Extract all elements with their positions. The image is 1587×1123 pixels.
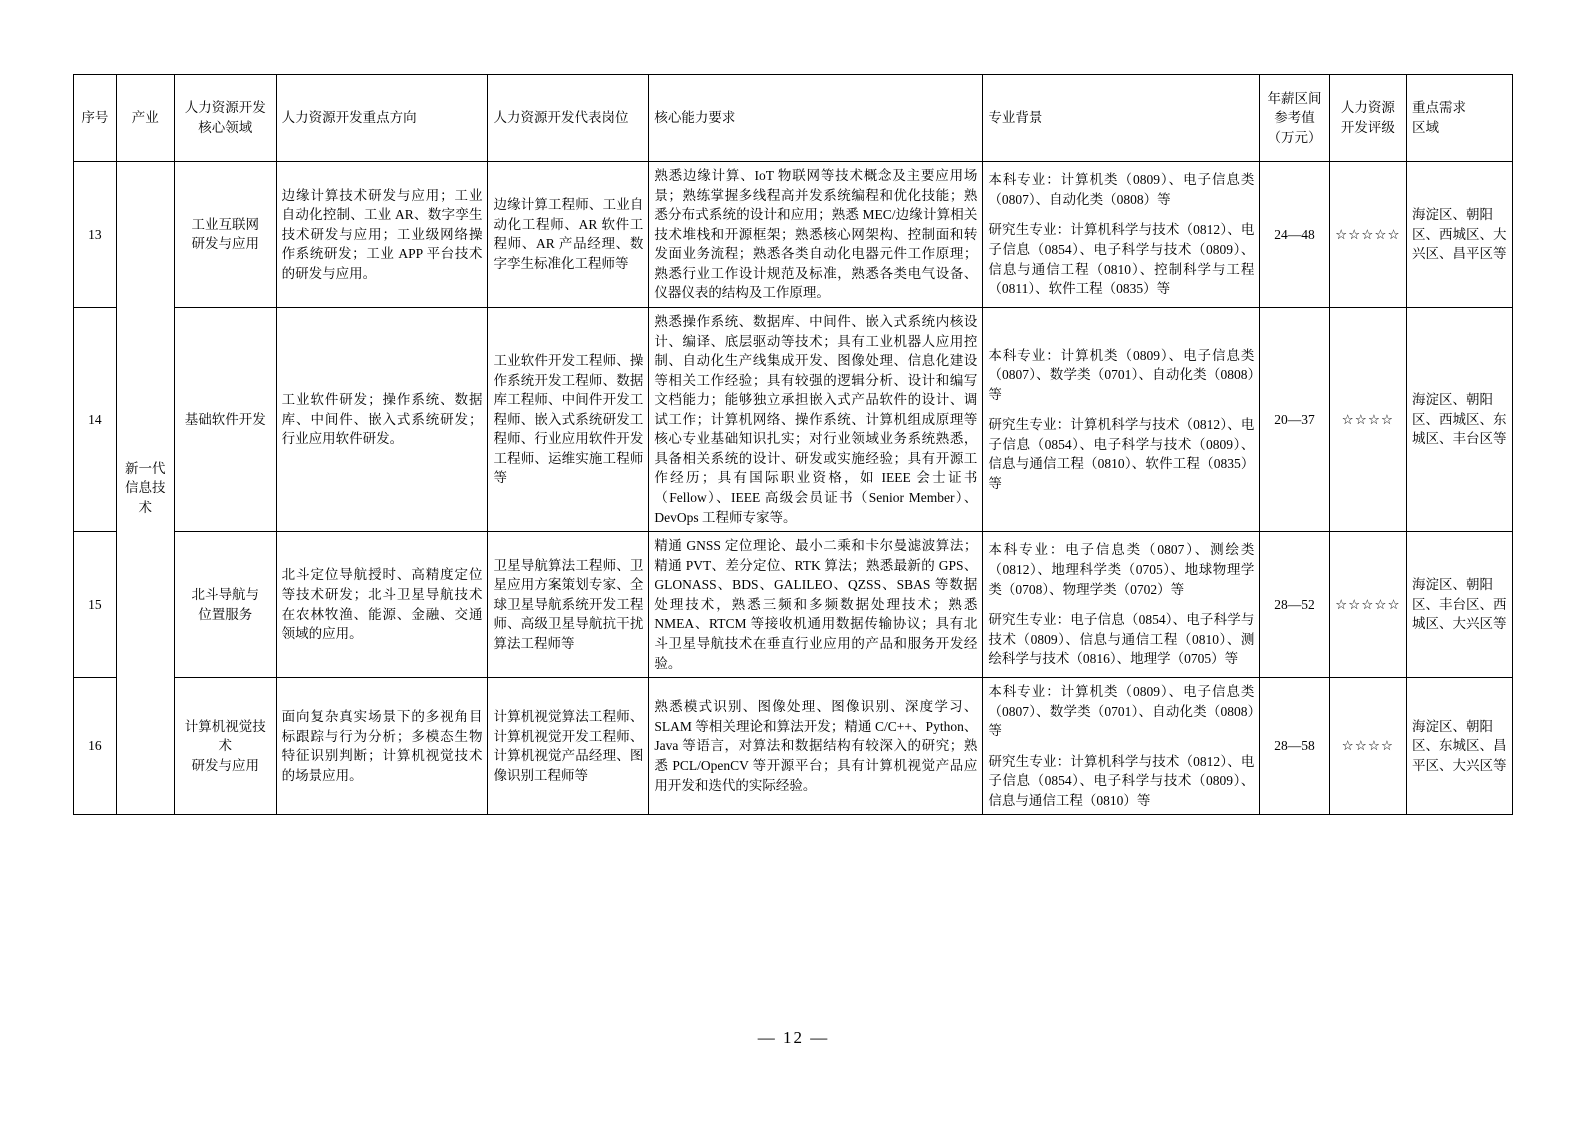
header-direction: 人力资源开发重点方向 bbox=[276, 75, 488, 162]
cell-salary: 28—58 bbox=[1260, 678, 1329, 815]
header-rating: 人力资源 开发评级 bbox=[1329, 75, 1406, 162]
cell-rating: ☆☆☆☆☆ bbox=[1329, 162, 1406, 308]
header-core-field: 人力资源开发 核心领域 bbox=[174, 75, 276, 162]
cell-major bbox=[983, 162, 1260, 308]
cell-capability: 熟悉操作系统、数据库、中间件、嵌入式系统内核设计、编译、底层驱动等技术；具有工业机器人应用控制、自动化生产线集成开发、图像处理、信息化建设等相关工作经验；具有较强的逻辑分析、设计和编写文档能力；能够独立承担嵌入式产品软件的设计、调试工作；计算机网络、操作系统、计算机组成原理等核心专业基础知识扎实；对行业领域业务系统熟悉，具备相关系统的设计、研发或实施经验；具有开源工作经历；具有国际职业资格，如 IEEE 会士证书（Fellow）、IEEE 高级会员证书（Senior Member）、DevOps 工程师专家等。 bbox=[649, 307, 983, 531]
header-major: 专业背景 bbox=[983, 75, 1260, 162]
major-undergrad: 本科专业：计算机类（0809）、电子信息类（0807）、自动化类（0808）等 bbox=[988, 172, 1255, 207]
cell-seq: 14 bbox=[74, 307, 117, 531]
cell-core-field: 工业互联网 研发与应用 bbox=[174, 162, 276, 308]
cell-salary: 20—37 bbox=[1260, 307, 1329, 531]
header-capability: 核心能力要求 bbox=[649, 75, 983, 162]
cell-industry-group: 新一代 信息技术 bbox=[116, 162, 174, 815]
page-number: — 12 — bbox=[757, 1028, 830, 1047]
major-undergrad: 本科专业：计算机类（0809）、电子信息类（0807）、数学类（0701）、自动化类（0808）等 bbox=[988, 347, 1255, 402]
cell-direction: 边缘计算技术研发与应用；工业自动化控制、工业 AR、数字孪生技术研发与应用；工业级网络操作系统研发；工业 APP 平台技术的研发与应用。 bbox=[276, 162, 488, 308]
major-graduate: 研究生专业：计算机科学与技术（0812）、电子信息（0854）、电子科学与技术（0809）、信息与通信工程（0810）等 bbox=[988, 753, 1255, 808]
cell-region: 海淀区、朝阳区、西城区、东城区、丰台区等 bbox=[1407, 307, 1513, 531]
hr-development-table bbox=[73, 74, 1513, 815]
cell-core-field: 计算机视觉技术 研发与应用 bbox=[174, 678, 276, 815]
cell-seq: 13 bbox=[74, 162, 117, 308]
header-region: 重点需求 区域 bbox=[1407, 75, 1513, 162]
cell-major bbox=[983, 307, 1260, 531]
cell-direction: 北斗定位导航授时、高精度定位等技术研发；北斗卫星导航技术在农林牧渔、能源、金融、交通领域的应用。 bbox=[276, 532, 488, 678]
cell-capability: 熟悉模式识别、图像处理、图像识别、深度学习、SLAM 等相关理论和算法开发；精通 C/C++、Python、Java 等语言，对算法和数据结构有较深入的研究；熟悉 PCL/OpenCV 等开源平台；具有计算机视觉产品应用开发和迭代的实际经验。 bbox=[649, 678, 983, 815]
cell-position: 工业软件开发工程师、操作系统开发工程师、数据库工程师、中间件开发工程师、嵌入式系统研发工程师、行业应用软件开发工程师、运维实施工程师等 bbox=[488, 307, 649, 531]
cell-major bbox=[983, 678, 1260, 815]
major-graduate: 研究生专业：计算机科学与技术（0812）、电子信息（0854）、电子科学与技术（0809）、信息与通信工程（0810）、软件工程（0835）等 bbox=[988, 417, 1255, 491]
cell-rating: ☆☆☆☆ bbox=[1329, 678, 1406, 815]
cell-seq: 15 bbox=[74, 532, 117, 678]
cell-rating: ☆☆☆☆☆ bbox=[1329, 532, 1406, 678]
cell-position: 边缘计算工程师、工业自动化工程师、AR 软件工程师、AR 产品经理、数字孪生标准化工程师等 bbox=[488, 162, 649, 308]
cell-capability: 精通 GNSS 定位理论、最小二乘和卡尔曼滤波算法；精通 PVT、差分定位、RTK 算法；熟悉最新的 GPS、GLONASS、BDS、GALILEO、QZSS、SBAS 等数据处理技术，熟悉三频和多频数据处理技术；熟悉 NMEA、RTCM 等接收机通用数据传输协议；具有北斗卫星导航技术在垂直行业应用的产品和服务开发经验。 bbox=[649, 532, 983, 678]
header-salary: 年薪区间 参考值 （万元） bbox=[1260, 75, 1329, 162]
cell-direction: 面向复杂真实场景下的多视角目标跟踪与行为分析；多模态生物特征识别判断；计算机视觉技术的场景应用。 bbox=[276, 678, 488, 815]
major-undergrad: 本科专业：电子信息类（0807）、测绘类（0812）、地理科学类（0705）、地球物理学类（0708）、物理学类（0702）等 bbox=[988, 542, 1255, 597]
cell-salary: 24—48 bbox=[1260, 162, 1329, 308]
cell-position: 卫星导航算法工程师、卫星应用方案策划专家、全球卫星导航系统开发工程师、高级卫星导航抗干扰算法工程师等 bbox=[488, 532, 649, 678]
table-header-row bbox=[74, 75, 1513, 162]
cell-region: 海淀区、朝阳区、西城区、大兴区、昌平区等 bbox=[1407, 162, 1513, 308]
cell-region: 海淀区、朝阳区、东城区、昌平区、大兴区等 bbox=[1407, 678, 1513, 815]
table-row bbox=[74, 678, 1513, 815]
major-undergrad: 本科专业：计算机类（0809）、电子信息类（0807）、数学类（0701）、自动化类（0808）等 bbox=[988, 684, 1255, 739]
table-row bbox=[74, 307, 1513, 531]
cell-core-field: 北斗导航与 位置服务 bbox=[174, 532, 276, 678]
header-industry: 产业 bbox=[116, 75, 174, 162]
cell-seq: 16 bbox=[74, 678, 117, 815]
header-position: 人力资源开发代表岗位 bbox=[488, 75, 649, 162]
cell-direction: 工业软件研发；操作系统、数据库、中间件、嵌入式系统研发；行业应用软件研发。 bbox=[276, 307, 488, 531]
major-graduate: 研究生专业：计算机科学与技术（0812）、电子信息（0854）、电子科学与技术（0809）、信息与通信工程（0810）、控制科学与工程（0811）、软件工程（0835）等 bbox=[988, 222, 1255, 297]
cell-capability: 熟悉边缘计算、IoT 物联网等技术概念及主要应用场景；熟练掌握多线程高并发系统编程和优化技能；熟悉分布式系统的设计和应用；熟悉 MEC/边缘计算相关技术堆栈和开源框架；熟悉核心网架构、控制面和转发面业务流程；熟悉各类自动化电器元件工作原理；熟悉行业工作设计规范及标准，熟悉各类电气设备、仪器仪表的结构及工作原理。 bbox=[649, 162, 983, 308]
header-seq: 序号 bbox=[74, 75, 117, 162]
cell-core-field: 基础软件开发 bbox=[174, 307, 276, 531]
cell-position: 计算机视觉算法工程师、计算机视觉开发工程师、计算机视觉产品经理、图像识别工程师等 bbox=[488, 678, 649, 815]
major-graduate: 研究生专业：电子信息（0854）、电子科学与技术（0809）、信息与通信工程（0810）、测绘科学与技术（0816）、地理学（0705）等 bbox=[988, 612, 1255, 667]
cell-rating: ☆☆☆☆ bbox=[1329, 307, 1406, 531]
table-row bbox=[74, 532, 1513, 678]
cell-major bbox=[983, 532, 1260, 678]
cell-region: 海淀区、朝阳区、丰台区、西城区、大兴区等 bbox=[1407, 532, 1513, 678]
table-row bbox=[74, 162, 1513, 308]
cell-salary: 28—52 bbox=[1260, 532, 1329, 678]
